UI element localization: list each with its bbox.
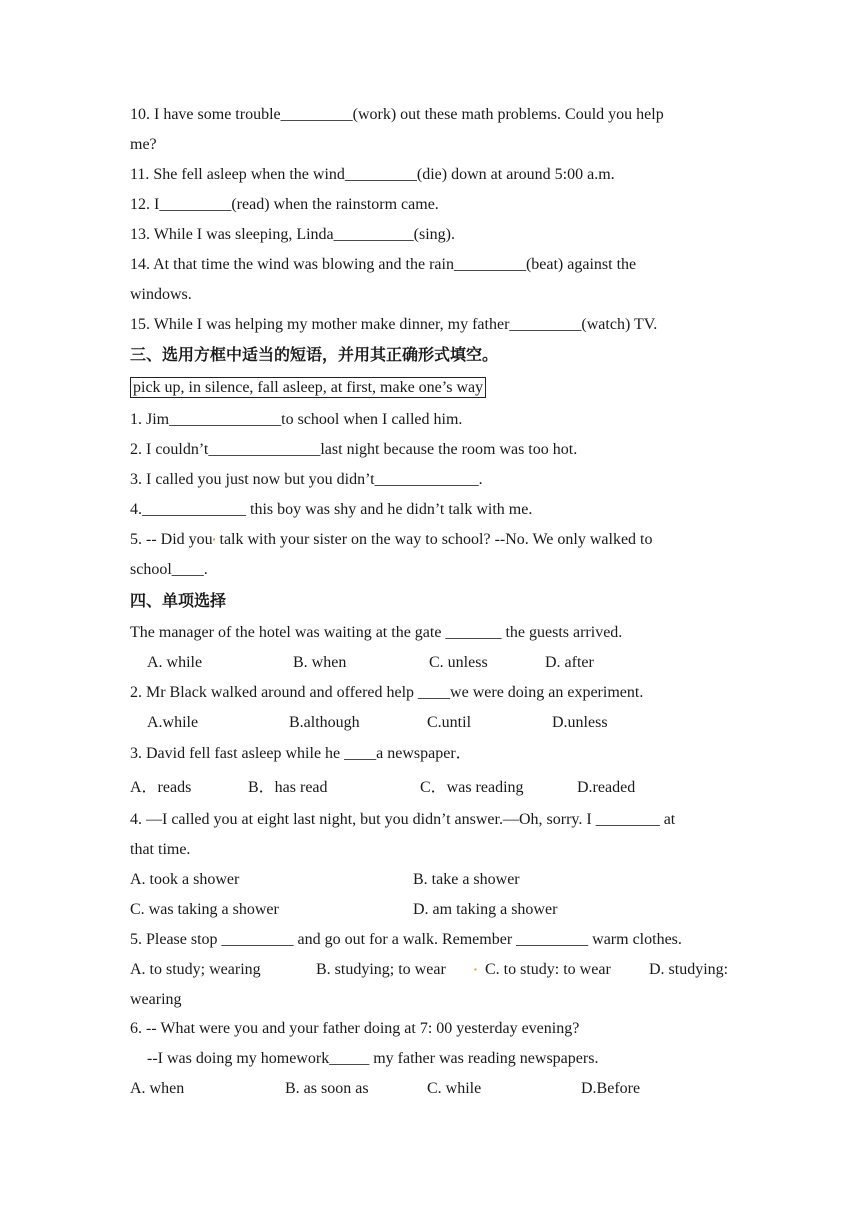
question-14-line-1: 14. At that time the wind was blowing and the rain_________(beat) against the [130, 256, 637, 273]
mc-question-4-option-d: D. am taking a shower [413, 901, 558, 918]
section-3-heading: 三、选用方框中适当的短语，并用其正确形式填空。 [130, 345, 499, 364]
mc-question-5-option-d: D. studying: [649, 961, 729, 978]
mc-question-3-option-c: C．was reading [420, 779, 524, 796]
mc-question-5-option-b: B. studying; to wear [316, 961, 446, 978]
mc-question-2-option-b: B.although [289, 714, 360, 731]
mc-question-6-stem-line-1: 6. -- What were you and your father doing at 7: 00 yesterday evening? [130, 1020, 580, 1037]
marker-dot: ▪ [212, 535, 216, 544]
question-15: 15. While I was helping my mother make dinner, my father_________(watch) TV. [130, 316, 658, 333]
mc-question-2-option-a: A.while [147, 714, 199, 731]
mc-question-1-option-a: A. while [147, 654, 203, 671]
mc-question-1-option-c: C. unless [429, 654, 488, 671]
mc-question-2-stem: 2. Mr Black walked around and offered help ____we were doing an experiment. [130, 684, 644, 701]
mc-question-1-option-d: D. after [545, 654, 594, 671]
mc-question-4-stem-line-2: that time. [130, 841, 191, 858]
mc-question-1-stem: The manager of the hotel was waiting at the gate _______ the guests arrived. [130, 624, 623, 641]
question-14-line-2: windows. [130, 286, 192, 303]
section-3-question-4: 4._____________ this boy was shy and he didn’t talk with me. [130, 501, 533, 518]
section-3-question-5-line-1 [130, 530, 653, 550]
mc-question-3-stem: 3. David fell fast asleep while he ____a newspaper． [130, 745, 472, 762]
marker-dot-2: ▪ [474, 965, 477, 974]
mc-question-3-option-d: D.readed [577, 779, 636, 796]
mc-question-2-option-d: D.unless [552, 714, 608, 731]
mc-question-6-option-d: D.Before [581, 1080, 641, 1097]
section-3-question-5-rest: talk with your sister on the way to school? --No. We only walked to [215, 531, 653, 548]
question-11: 11. She fell asleep when the wind_________(die) down at around 5:00 a.m. [130, 166, 615, 183]
mc-question-5-stem: 5. Please stop _________ and go out for a walk. Remember _________ warm clothes. [130, 931, 682, 948]
mc-question-6-option-c: C. while [427, 1080, 482, 1097]
section-3-question-3: 3. I called you just now but you didn’t_____________. [130, 471, 483, 488]
mc-question-4-stem-line-1: 4. —I called you at eight last night, but you didn’t answer.—Oh, sorry. I ________ at [130, 811, 676, 828]
mc-question-1-option-b: B. when [293, 654, 347, 671]
section-3-question-5-start: 5. -- Did you [130, 531, 213, 548]
mc-question-6-option-b: B. as soon as [285, 1080, 369, 1097]
question-10-line-1: 10. I have some trouble_________(work) out these math problems. Could you help [130, 106, 664, 123]
question-13: 13. While I was sleeping, Linda__________(sing). [130, 226, 455, 243]
section-4-heading: 四、单项选择 [130, 591, 227, 610]
mc-question-4-option-b: B. take a shower [413, 871, 520, 888]
section-3-question-2: 2. I couldn’t______________last night because the room was too hot. [130, 441, 578, 458]
mc-question-4-option-c: C. was taking a shower [130, 901, 279, 918]
question-12: 12. I_________(read) when the rainstorm came. [130, 196, 439, 213]
mc-question-5-option-a: A. to study; wearing [130, 961, 261, 978]
mc-question-4-option-a: A. took a shower [130, 871, 240, 888]
mc-question-2-option-c: C.until [427, 714, 472, 731]
mc-question-3-option-b: B．has read [248, 779, 328, 796]
mc-question-6-option-a: A. when [130, 1080, 185, 1097]
mc-question-5-option-c: C. to study: to wear [485, 961, 611, 978]
question-10-line-2: me? [130, 136, 157, 153]
section-3-question-1: 1. Jim______________to school when I called him. [130, 411, 463, 428]
mc-question-3-option-a: A．reads [130, 779, 192, 796]
mc-question-5-option-d-wrap: wearing [130, 991, 182, 1008]
mc-question-6-stem-line-2: --I was doing my homework_____ my father was reading newspapers. [147, 1050, 599, 1067]
section-3-question-5-line-2: school____. [130, 561, 208, 578]
phrase-box: pick up, in silence, fall asleep, at first, make one’s way [130, 377, 486, 398]
